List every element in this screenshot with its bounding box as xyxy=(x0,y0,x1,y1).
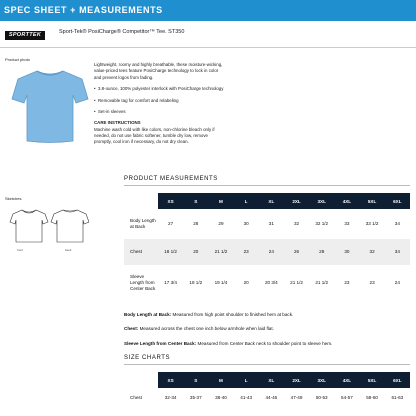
brand-logo: SPORTTEK xyxy=(5,31,45,40)
note-term: Body Length at Back: xyxy=(124,312,172,317)
size-header: L xyxy=(234,372,259,388)
size-header: XS xyxy=(158,193,183,209)
table-cell: 30 xyxy=(334,239,359,265)
table-cell: 26 xyxy=(284,239,309,265)
table-cell: 44-46 xyxy=(265,395,278,401)
table-cell: 54-57 xyxy=(341,395,353,401)
table-cell: 18 1/2 xyxy=(158,239,183,265)
note-text: Measured from Center Back neck to shoulder point to sleeve hem. xyxy=(196,340,333,346)
table-cell: 33 1/2 xyxy=(365,221,379,227)
row-label: Chest xyxy=(130,395,143,401)
size-header: 2XL xyxy=(284,193,309,209)
table-cell: 23 xyxy=(369,280,375,286)
table-cell: 21 1/2 xyxy=(290,280,303,286)
measurements-table xyxy=(124,193,410,301)
page-title: SPEC SHEET + MEASUREMENTS xyxy=(4,5,163,15)
note-item xyxy=(124,326,404,332)
size-charts-title: SIZE CHARTS xyxy=(124,355,171,361)
table-corner xyxy=(124,372,158,388)
table-cell: 34 xyxy=(394,221,400,227)
table-row xyxy=(124,239,410,265)
table-cell: 33 xyxy=(344,221,350,227)
table-cell: 27 xyxy=(168,221,174,227)
size-header: 5XL xyxy=(360,193,385,209)
size-header: S xyxy=(183,193,208,209)
table-cell: 28 xyxy=(193,221,199,227)
size-header: 3XL xyxy=(309,193,334,209)
table-cell: 58-60 xyxy=(366,395,378,401)
sketches-area xyxy=(9,208,89,258)
table-cell: 21 1/2 xyxy=(315,280,329,286)
size-chart-table xyxy=(124,372,410,408)
feature-item: • 3.8-ounce, 100% polyester interlock with PosiCharge technology xyxy=(94,86,224,92)
table-cell: 28 xyxy=(309,239,334,265)
size-header: M xyxy=(208,372,233,388)
description-intro: Lightweight, roomy and highly breathable, these moisture-wicking, value-priced tees feature PosiCharge technology to lock in color and prevent logos from fading. xyxy=(94,62,223,80)
table-row xyxy=(124,388,410,408)
table-cell: 20 xyxy=(243,280,249,286)
table-row xyxy=(124,209,410,239)
table-cell: 19 1/4 xyxy=(214,280,228,286)
size-header: 4XL xyxy=(334,193,359,209)
feature-list xyxy=(94,86,224,115)
table-cell: 32 1/2 xyxy=(315,221,329,227)
note-text: Measured across the chest one inch below armhole when laid flat. xyxy=(138,326,274,332)
size-header: S xyxy=(183,372,208,388)
table-cell: 38-40 xyxy=(215,395,227,401)
table-cell: 18 1/2 xyxy=(189,280,203,286)
product-description xyxy=(94,62,224,151)
feature-item: • Set-in sleeves xyxy=(94,109,224,115)
size-header: 2XL xyxy=(284,372,309,388)
header-bar xyxy=(0,0,416,21)
table-cell: 32 xyxy=(360,239,385,265)
note-term: Sleeve Length from Center Back: xyxy=(124,340,197,346)
tshirt-photo-icon xyxy=(10,65,90,145)
table-cell: 24 xyxy=(259,239,284,265)
row-label: Sleeve Length from Center Back xyxy=(130,274,156,291)
sketches-label: Sketches xyxy=(5,196,22,201)
size-header: M xyxy=(208,193,233,209)
measurements-title: PRODUCT MEASUREMENTS xyxy=(124,176,218,182)
care-instructions-title: CARE INSTRUCTIONS xyxy=(94,120,141,126)
product-photo xyxy=(10,65,90,145)
table-cell: 50-53 xyxy=(315,395,328,401)
tshirt-sketch-icon xyxy=(9,208,89,248)
note-item xyxy=(124,312,404,318)
table-cell: 20 xyxy=(183,239,208,265)
row-label: Chest xyxy=(124,239,158,265)
size-header: 6XL xyxy=(385,193,410,209)
table-cell: 61-63 xyxy=(391,395,404,401)
table-cell: 29 xyxy=(218,221,224,227)
table-cell: 30 xyxy=(243,221,249,227)
measurement-notes xyxy=(124,312,404,355)
note-term: Chest: xyxy=(124,326,139,332)
size-header: L xyxy=(234,193,259,209)
table-cell: 34 xyxy=(385,239,410,265)
table-cell: 23 xyxy=(344,280,350,286)
measurements-divider xyxy=(124,185,410,186)
size-chart-header-row xyxy=(124,372,410,388)
header-divider xyxy=(0,47,416,48)
table-cell: 35-37 xyxy=(189,395,202,401)
table-cell: 32-34 xyxy=(164,395,177,401)
care-instructions-text: Machine wash cold with like colors, non-chlorine bleach only if needed, do not use fabric softener, tumble dry low, remove promptly, cool iron if necessary, do not dry clean. xyxy=(94,126,215,145)
size-header: 3XL xyxy=(309,372,334,388)
table-cell: 32 xyxy=(293,221,300,227)
product-title: Sport-Tek® PosiCharge® Competitor™ Tee. ST350 xyxy=(59,29,185,35)
note-text: Measured from high point shoulder to finished hem at back. xyxy=(171,312,294,317)
size-header: XS xyxy=(158,372,183,388)
size-charts-divider xyxy=(124,364,410,365)
feature-item: • Removable tag for comfort and relabeling xyxy=(94,98,224,104)
size-header: 6XL xyxy=(385,372,410,388)
size-header: 4XL xyxy=(334,372,359,388)
sketch-back-label: back xyxy=(65,248,72,252)
table-row xyxy=(124,265,410,301)
measurements-header-row xyxy=(124,193,410,209)
table-corner xyxy=(124,193,158,209)
table-cell: 20 3/4 xyxy=(264,280,278,286)
table-cell: 41-43 xyxy=(240,395,253,401)
table-cell: 31 xyxy=(268,221,274,227)
size-header: XL xyxy=(259,372,284,388)
table-cell: 21 1/2 xyxy=(208,239,233,265)
product-photo-label: Product photo xyxy=(5,57,30,62)
table-cell: 24 xyxy=(394,280,400,286)
row-label: Body Length at Back xyxy=(130,218,156,229)
table-cell: 17 3/4 xyxy=(164,280,177,286)
size-header: 5XL xyxy=(360,372,385,388)
note-item xyxy=(124,341,404,347)
size-header: XL xyxy=(259,193,284,209)
table-cell: 23 xyxy=(234,239,259,265)
table-cell: 47-49 xyxy=(290,395,303,401)
sketch-front-label: front xyxy=(17,248,24,252)
